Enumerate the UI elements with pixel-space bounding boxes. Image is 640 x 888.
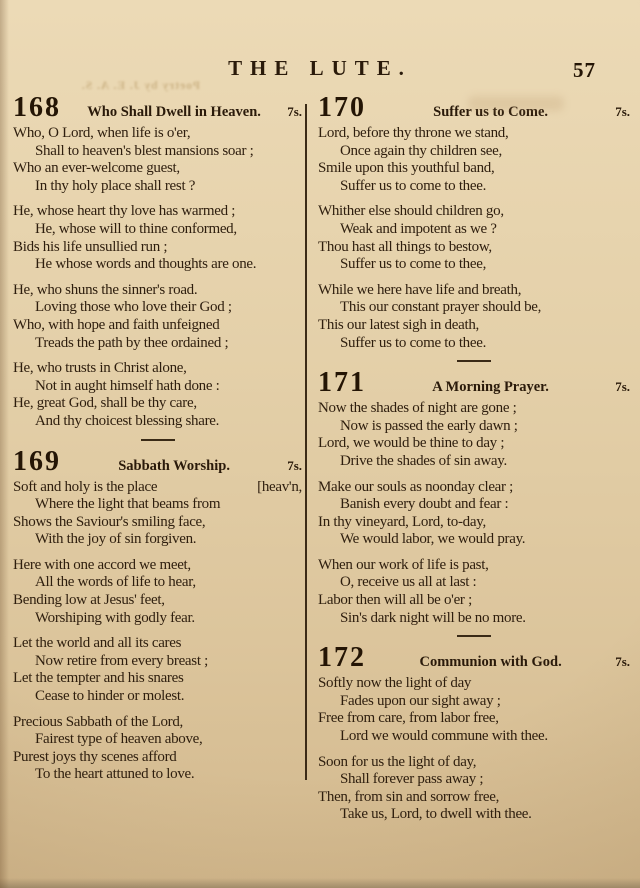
hymn-block-169 [13, 445, 302, 785]
verse-line: Now the shades of night are gone ; [318, 400, 517, 417]
hymn-header [318, 644, 630, 672]
verse [13, 282, 302, 352]
right-column [310, 94, 630, 832]
verse-line: Who an ever-welcome guest, [13, 160, 180, 177]
verse-line: Suffer us to come to thee, [340, 256, 487, 273]
verse-line: Let the tempter and his snares [13, 670, 184, 687]
hymn-title: Communion with God. [419, 654, 562, 671]
hymn-header [13, 94, 302, 122]
verse-line: To the heart attuned to love. [35, 766, 195, 783]
hymn-title: A Morning Prayer. [432, 379, 549, 396]
verse-line: Soon for us the light of day, [318, 753, 477, 770]
verse-line: Lord, we would be thine to day ; [318, 435, 505, 452]
verse-line: Fairest type of heaven above, [35, 731, 203, 748]
verse-line: He whose words and thoughts are one. [35, 256, 257, 273]
verse-line: He, whose will to thine conformed, [35, 220, 237, 237]
hymn-columns [0, 94, 640, 832]
verse-line: Here with one accord we meet, [13, 556, 191, 573]
hymn-divider [457, 635, 491, 637]
verse-line: Shows the Saviour's smiling face, [13, 513, 206, 530]
verse [318, 203, 630, 273]
verse-line: Suffer us to come to thee. [340, 177, 487, 194]
hymn-divider [141, 439, 175, 441]
verse-line: When our work of life is past, [318, 556, 489, 573]
verse-line: Let the world and all its cares [13, 635, 182, 652]
verse-line: He, who shuns the sinner's road. [13, 281, 198, 298]
verse-line: Purest joys thy scenes afford [13, 748, 177, 765]
verse-line: Whither else should children go, [318, 203, 504, 220]
verse-line: Once again thy children see, [340, 142, 502, 159]
verse-line: Make our souls as noonday clear ; [318, 478, 514, 495]
verse-line: While we here have life and breath, [318, 281, 522, 298]
left-column [13, 94, 302, 832]
verse-line [13, 479, 302, 497]
verse-line: Now is passed the early dawn ; [340, 417, 518, 434]
verse-line: He, whose heart thy love has warmed ; [13, 203, 236, 220]
verse-line: Who, O Lord, when life is o'er, [13, 125, 191, 141]
verse [13, 203, 302, 273]
book-title: THE LUTE. [228, 56, 412, 80]
verse-line: Not in aught himself hath done : [35, 377, 220, 394]
hymn-block-172 [318, 644, 630, 824]
hymn-meter: 7s. [615, 379, 630, 395]
verse-line: Suffer us to come to thee. [340, 334, 487, 351]
verse [13, 714, 302, 784]
verse [13, 635, 302, 705]
verse-line: Cease to hinder or molest. [35, 688, 185, 705]
verse-line: Loving those who love their God ; [35, 299, 232, 316]
hymn-block-170 [318, 94, 630, 352]
verse-line: This our latest sigh in death, [318, 316, 479, 333]
hymn-number: 172 [318, 642, 366, 674]
verse [318, 479, 630, 549]
verse-line: Drive the shades of sin away. [340, 452, 507, 469]
verse-line: In thy vineyard, Lord, to-day, [318, 513, 486, 530]
verse [13, 125, 302, 195]
verse [318, 125, 630, 195]
verse-line: Bids his life unsullied run ; [13, 238, 168, 255]
verse-line: Smile upon this youthful band, [318, 160, 495, 177]
hymn-number: 169 [13, 445, 61, 477]
verse-line: Weak and impotent as we ? [340, 220, 497, 237]
verse-line: Where the light that beams from [35, 496, 221, 513]
verse-line: And thy choicest blessing share. [35, 412, 220, 429]
verse-line-text: Soft and holy is the place [13, 478, 158, 495]
page-number: 57 [573, 58, 596, 82]
verse-line: He, who trusts in Christ alone, [13, 360, 187, 377]
hymn-meter: 7s. [615, 104, 630, 119]
hymn-title: Suffer us to Come. [433, 104, 549, 120]
verse [318, 282, 630, 352]
verse [13, 557, 302, 627]
verse-line: He, great God, shall be thy care, [13, 395, 197, 412]
verse [318, 675, 630, 745]
verse-line: All the words of life to hear, [35, 574, 196, 591]
verse-line: Treads the path by thee ordained ; [35, 334, 229, 351]
hymn-block-171 [318, 369, 630, 627]
verse-line: Lord, before thy throne we stand, [318, 125, 509, 141]
verse-line: Thou hast all things to bestow, [318, 238, 492, 255]
verse-line: Take us, Lord, to dwell with thee. [340, 806, 532, 823]
verse-line: Who, with hope and faith unfeigned [13, 316, 220, 333]
verse [318, 557, 630, 627]
verse-line: With the joy of sin forgiven. [35, 531, 197, 548]
hymn-title: Sabbath Worship. [118, 457, 230, 474]
verse-line: Precious Sabbath of the Lord, [13, 713, 184, 730]
hymn-meter: 7s. [615, 654, 630, 670]
verse-line-carryover: [heav'n, [257, 478, 302, 495]
verse-line: This our constant prayer should be, [340, 299, 542, 316]
verse-line: Softly now the light of day [318, 675, 472, 692]
verse-line: Then, from sin and sorrow free, [318, 788, 500, 805]
verse-line: Worshiping with godly fear. [35, 609, 195, 626]
hymn-header [13, 445, 302, 477]
hymn-header [318, 94, 630, 122]
bleed-through-text: Poetry by J. E. A. S. [80, 80, 200, 92]
hymn-divider [457, 360, 491, 362]
verse-line: Bending low at Jesus' feet, [13, 592, 165, 609]
verse [318, 754, 630, 824]
verse-line: Lord we would commune with thee. [340, 728, 548, 745]
verse-line: Banish every doubt and fear : [340, 496, 509, 513]
hymn-meter: 7s. [287, 457, 302, 473]
verse-line: Fades upon our sight away ; [340, 692, 501, 709]
hymn-meter: 7s. [287, 104, 302, 119]
verse [13, 479, 302, 549]
verse-line: Shall to heaven's blest mansions soar ; [35, 142, 254, 159]
page-header [0, 0, 640, 81]
verse [13, 360, 302, 430]
verse [318, 400, 630, 470]
hymn-number: 171 [318, 367, 366, 399]
column-rule [305, 104, 307, 780]
verse-line: In thy holy place shall rest ? [35, 177, 196, 194]
verse-line: Shall forever pass away ; [340, 771, 484, 788]
hymn-number: 168 [13, 94, 61, 123]
hymn-title: Who Shall Dwell in Heaven. [87, 104, 261, 120]
verse-line: Sin's dark night will be no more. [340, 609, 526, 626]
verse-line: Labor then will all be o'er ; [318, 592, 472, 609]
verse-line: Free from care, from labor free, [318, 710, 499, 727]
hymn-number: 170 [318, 94, 366, 123]
hymn-header [318, 369, 630, 397]
verse-line: Now retire from every breast ; [35, 652, 209, 669]
verse-line: O, receive us all at last : [340, 574, 477, 591]
hymn-block-168 [13, 94, 302, 431]
verse-line: We would labor, we would pray. [340, 531, 526, 548]
